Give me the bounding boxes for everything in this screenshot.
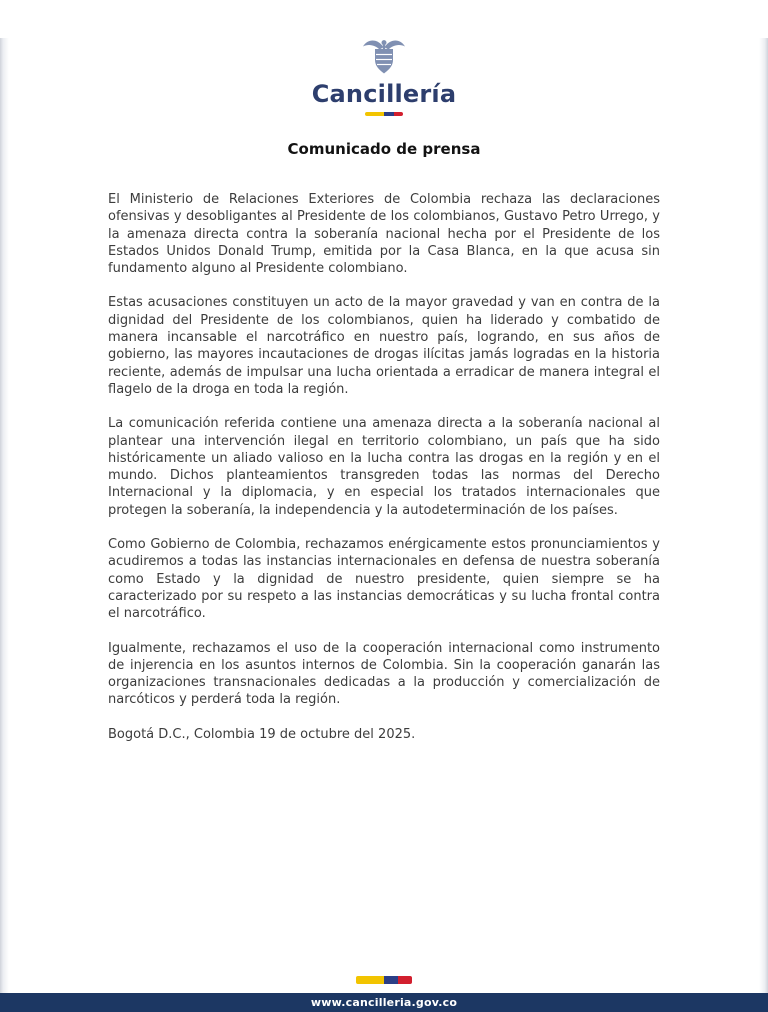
brand-name: Cancillería: [311, 80, 457, 108]
flag-red-segment: [394, 112, 404, 116]
paragraph-3: La comunicación referida contiene una amenaza directa a la soberanía nacional al plantear una intervención ilegal en territorio colombiano, un país que ha sido históricamente un aliado valioso en la lucha contra las drogas en la región y en el mundo. Dichos planteamientos transgreden todas las normas del Derecho Internacional y la diplomacia, y en especial los tratados internacionales que protegen la soberanía, la independencia y la autodeterminación de los países.: [108, 416, 660, 518]
flag-red-segment: [398, 976, 412, 984]
flag-blue-segment: [384, 112, 394, 116]
flag-yellow-segment: [356, 976, 384, 984]
paragraph-5: Igualmente, rechazamos el uso de la cooperación internacional como instrumento de injerencia en los asuntos internos de Colombia. Sin la cooperación ganarán las organizaciones transnacionales dedicadas a la producción y comercialización de narcóticos y perderá toda la región.: [108, 640, 660, 708]
dateline: Bogotá D.C., Colombia 19 de octubre del 2025.: [108, 726, 416, 742]
footer-url: www.cancilleria.gov.co: [310, 996, 458, 1009]
press-release-body: [108, 191, 660, 743]
press-release-title: Comunicado de prensa: [287, 140, 481, 158]
footer-url-bar: [0, 993, 768, 1012]
flag-blue-segment: [384, 976, 398, 984]
footer-colombia-flag-strip: [356, 976, 412, 984]
colombia-flag-strip: [365, 112, 403, 116]
flag-yellow-segment: [365, 112, 384, 116]
paragraph-2: Estas acusaciones constituyen un acto de la mayor gravedad y van en contra de la dignidad del Presidente de los colombianos, quien ha liderado y combatido de manera incansable el narcotráfico en nuestro país, logrando, en sus años de gobierno, las mayores incautaciones de drogas ilícitas jamás logradas en la historia reciente, además de impulsar una lucha orientada a erradicar de manera integral el flagelo de la droga en toda la región.: [108, 295, 660, 397]
coat-of-arms-condor-icon: [362, 38, 406, 78]
cancilleria-logo: [0, 38, 768, 116]
page-edge-left: [0, 38, 9, 1012]
page-edge-right: [759, 38, 768, 1012]
paragraph-4: Como Gobierno de Colombia, rechazamos enérgicamente estos pronunciamientos y acudiremos a todas las instancias internacionales en defensa de nuestra soberanía como Estado y la dignidad de nuestro presidente, quien siempre se ha caracterizado por su respeto a las instancias democráticas y su lucha frontal contra el narcotráfico.: [108, 537, 660, 622]
page-footer: [0, 976, 768, 1012]
paragraph-1: El Ministerio de Relaciones Exteriores de Colombia rechaza las declaraciones ofensivas y desobligantes al Presidente de los colombianos, Gustavo Petro Urrego, y la amenaza directa contra la soberanía nacional hecha por el Presidente de los Estados Unidos Donald Trump, emitida por la Casa Blanca, en la que acusa sin fundamento alguno al Presidente colombiano.: [108, 192, 660, 277]
